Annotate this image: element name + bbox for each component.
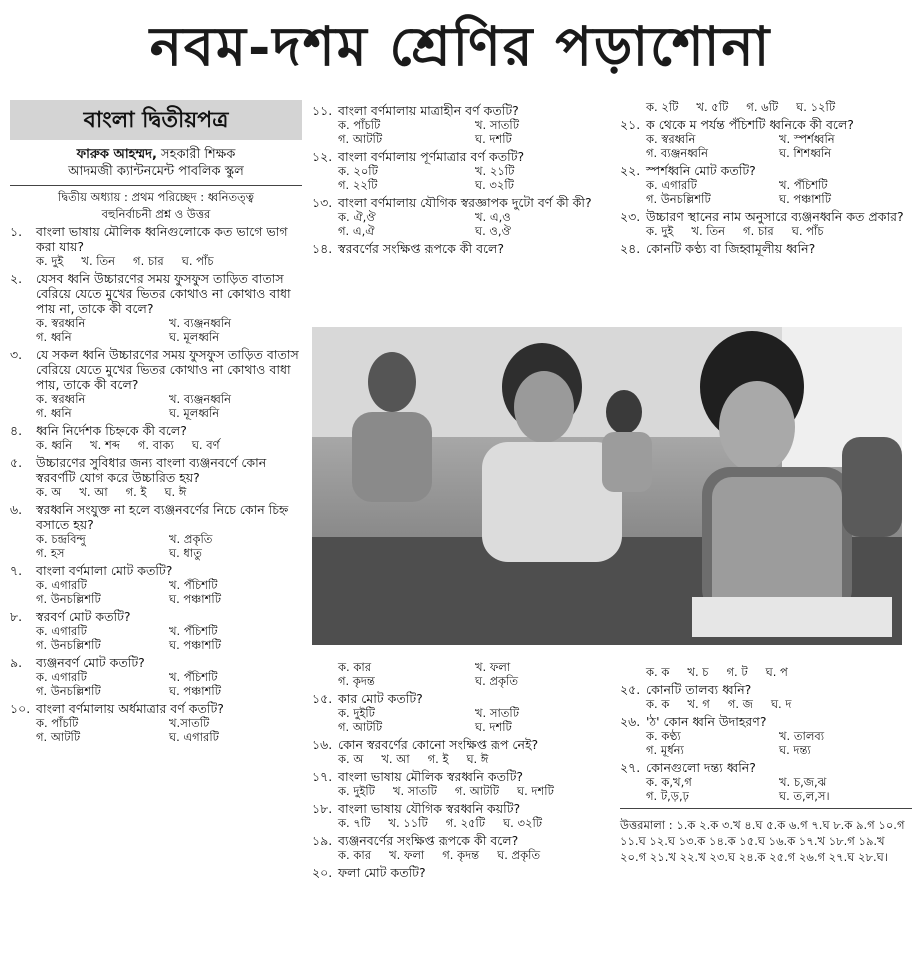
question <box>10 455 302 485</box>
answer-option: ঘ. এগারটি <box>169 730 219 744</box>
question-text: যে সকল ধ্বনি উচ্চারণের সময় ফুসফুস তাড়িত বাতাস বেরিয়ে যেতে মুখের ভিতর কোথাও না কোথাও বাধা পায়, তাকে কী বলে? <box>36 347 299 392</box>
question-number: ২৫. <box>620 682 641 697</box>
answer-option: ঘ. প্রকৃতি <box>497 848 541 862</box>
answer-option: ঘ. ঈ <box>164 485 187 499</box>
answer-option: ক. অ <box>36 485 62 499</box>
answer-option: গ. ট,ড়,ঢ় <box>646 789 689 803</box>
author-name: ফারুক আহম্মদ, <box>76 147 157 162</box>
question <box>10 701 302 716</box>
answer-option: খ. সাতটি <box>475 706 519 720</box>
question-text: স্পর্শধ্বনি মোট কতটি? <box>646 163 756 178</box>
answer-option: খ. ৫টি <box>696 100 729 114</box>
answer-options <box>312 752 612 766</box>
question <box>620 241 912 256</box>
answer-options <box>620 775 912 803</box>
answer-options <box>312 164 612 192</box>
answer-option: ঘ. ৩২টি <box>503 816 543 830</box>
chapter-title: দ্বিতীয় অধ্যায় : প্রথম পরিচ্ছেদ : ধ্বনিতত্ত্ব <box>58 190 254 204</box>
answer-option: ক. এগারটি <box>36 670 87 684</box>
answer-option: ক. এগারটি <box>36 578 87 592</box>
question-number: ১. <box>10 224 23 239</box>
answer-option: খ. ফলা <box>389 848 425 862</box>
answer-option: গ. ট <box>726 665 748 679</box>
question <box>10 609 302 624</box>
question-text: বাংলা বর্ণমালা মোট কতটি? <box>36 563 173 578</box>
answer-options <box>312 816 612 830</box>
question-number: ১৩. <box>312 195 333 210</box>
answer-option: ঘ. প <box>765 665 788 679</box>
answer-option: খ. চ <box>687 665 709 679</box>
answer-option: ক. এগারটি <box>36 624 87 638</box>
answer-option: খ. চ,জ,ঝ <box>779 775 827 789</box>
exam-hall-photo <box>312 327 902 645</box>
question <box>10 271 302 316</box>
answer-options <box>10 624 302 652</box>
question-list <box>312 103 612 256</box>
answer-option: খ. ২১টি <box>475 164 515 178</box>
answer-option: খ. পঁচিশটি <box>169 578 218 592</box>
answer-options <box>620 100 912 114</box>
answer-option: ক. এগারটি <box>646 178 697 192</box>
answer-options <box>312 660 612 688</box>
answer-option: ঘ. শিশধ্বনি <box>779 146 832 160</box>
answer-option: গ. উনচল্লিশটি <box>36 592 101 606</box>
answer-option: গ. কৃদন্ত <box>338 674 375 688</box>
question-number: ৫. <box>10 455 23 470</box>
answer-option: ঘ. মূলধ্বনি <box>169 330 220 344</box>
answer-option: গ. আটটি <box>338 720 383 734</box>
question-text: কোনটি কণ্ঠ্য বা জিহ্বামূলীয় ধ্বনি? <box>646 241 816 256</box>
answer-options <box>312 210 612 238</box>
answer-option: খ. সাতটি <box>392 784 437 798</box>
answer-option: ঘ. পঞ্চাশটি <box>169 684 221 698</box>
answer-option: খ.সাতটি <box>169 716 210 730</box>
answer-option: ঘ. ও,ঔ <box>475 224 511 238</box>
answer-option: ক. দুইটি <box>338 706 375 720</box>
answer-option: ক. কণ্ঠ্য <box>646 729 681 743</box>
question <box>10 347 302 392</box>
question-number: ২১. <box>620 117 641 132</box>
question <box>620 682 912 697</box>
question <box>312 103 612 118</box>
answer-option: ঘ. পাঁচ <box>791 224 824 238</box>
answer-option: ক. দুই <box>646 224 674 238</box>
question-text: স্বরবর্ণ মোট কতটি? <box>36 609 131 624</box>
answer-option: ক. স্বরধ্বনি <box>646 132 696 146</box>
answer-options <box>312 784 612 798</box>
answer-options <box>10 670 302 698</box>
answer-options <box>620 178 912 206</box>
question <box>10 563 302 578</box>
answer-options <box>620 665 912 679</box>
answer-option: ঘ. মূলধ্বনি <box>169 406 220 420</box>
answer-options <box>10 392 302 420</box>
question-text: কোনটি তালব্য ধ্বনি? <box>646 682 752 697</box>
question-text: যেসব ধ্বনি উচ্চারণের সময় ফুসফুস তাড়িত বাতাস বেরিয়ে যেতে মুখের ভিতর কোথাও না কোথাও বাধা পায় না, তাকে কী বলে? <box>36 271 291 316</box>
answer-options <box>620 697 912 711</box>
question-text: ব্যঞ্জনবর্ণের সংক্ষিপ্ত রূপকে কী বলে? <box>338 833 519 848</box>
answer-option: ক. অ <box>338 752 364 766</box>
answer-option: ক. ৭টি <box>338 816 371 830</box>
question-list <box>312 660 612 880</box>
question <box>10 655 302 670</box>
answer-option: গ. চার <box>133 254 164 268</box>
subject-heading: বাংলা দ্বিতীয়পত্র <box>10 100 302 140</box>
page-title: নবম-দশম শ্রেণির পড়াশোনা <box>149 14 772 78</box>
answer-option: ঘ. দশটি <box>475 132 512 146</box>
question-text: কোন স্বরবর্ণের কোনো সংক্ষিপ্ত রূপ নেই? <box>338 737 539 752</box>
answer-options <box>10 716 302 744</box>
question <box>312 801 612 816</box>
answer-option: ক. ২০টি <box>338 164 378 178</box>
question-number: ২৬. <box>620 714 641 729</box>
answer-option: ঘ. ঈ <box>466 752 489 766</box>
question-number: ২৪. <box>620 241 641 256</box>
answer-option: খ. তালব্য <box>779 729 825 743</box>
answer-option: খ. ব্যঞ্জনধ্বনি <box>169 392 232 406</box>
answer-option: ক. ২টি <box>646 100 679 114</box>
answer-option: ঘ. পাঁচ <box>181 254 214 268</box>
answer-option: ঘ. ৩২টি <box>475 178 514 192</box>
answer-option: খ. এ,ও <box>475 210 511 224</box>
question-number: ১৪. <box>312 241 333 256</box>
answer-options <box>312 706 612 734</box>
answer-option: গ. ৬টি <box>746 100 779 114</box>
answer-option: খ. ১১টি <box>388 816 428 830</box>
answer-option: ঘ. বর্ণ <box>191 438 220 452</box>
answer-option: ক. ক <box>646 665 670 679</box>
question-number: ৮. <box>10 609 23 624</box>
divider <box>10 185 302 186</box>
answer-option: গ. ই <box>427 752 449 766</box>
question-number: ২৩. <box>620 209 641 224</box>
column-3 <box>620 100 912 325</box>
answer-option: গ. উনচল্লিশটি <box>646 192 711 206</box>
question-list <box>620 665 912 803</box>
question-number: ১২. <box>312 149 333 164</box>
author-role: সহকারী শিক্ষক <box>161 147 236 162</box>
question <box>620 163 912 178</box>
answer-option: ক. ক,খ,গ <box>646 775 692 789</box>
question-text: বাংলা ভাষায় মৌলিক স্বরধ্বনি কতটি? <box>338 769 524 784</box>
answer-option: ঘ. পঞ্চাশটি <box>169 638 221 652</box>
question <box>312 149 612 164</box>
answer-options <box>10 578 302 606</box>
answer-option: গ. এ,ঐ <box>338 224 375 238</box>
answer-option: ক. পাঁচটি <box>338 118 381 132</box>
answer-options <box>620 224 912 238</box>
answer-option: গ. ই <box>125 485 147 499</box>
answer-option: ক. দুইটি <box>338 784 375 798</box>
question-number: ২২. <box>620 163 641 178</box>
answer-options <box>312 848 612 862</box>
question <box>312 241 612 256</box>
answer-option: ঘ. দশটি <box>475 720 512 734</box>
answer-option: খ. পঁচিশটি <box>169 670 218 684</box>
question-number: ২০. <box>312 865 333 880</box>
question-number: ১০. <box>10 701 31 716</box>
answer-option: খ. তিন <box>691 224 726 238</box>
answer-options <box>312 118 612 146</box>
question-text: ব্যঞ্জনবর্ণ মোট কতটি? <box>36 655 145 670</box>
question-text: বাংলা বর্ণমালায় পূর্ণমাত্রার বর্ণ কতটি? <box>338 149 525 164</box>
answer-option: খ. ব্যঞ্জনধ্বনি <box>169 316 232 330</box>
answer-option: গ. জ <box>727 697 753 711</box>
answer-option: খ. সাতটি <box>475 118 519 132</box>
answer-option: ক. ধ্বনি <box>36 438 73 452</box>
question-text: ক থেকে ম পর্যন্ত পঁচিশটি ধ্বনিকে কী বলে? <box>646 117 854 132</box>
answer-option: গ. ব্যঞ্জনধ্বনি <box>646 146 709 160</box>
question-text: বাংলা বর্ণমালায় অর্ধমাত্রার বর্ণ কতটি? <box>36 701 224 716</box>
question <box>312 737 612 752</box>
answer-option: ক. দুই <box>36 254 64 268</box>
question <box>620 117 912 132</box>
answer-option: খ. গ <box>687 697 710 711</box>
question-text: উচ্চারণের সুবিধার জন্য বাংলা ব্যঞ্জনবর্ণে কোন স্বরবর্ণটি যোগ করে উচ্চারিত হয়? <box>36 455 267 485</box>
question-text: কার মোট কতটি? <box>338 691 423 706</box>
question-number: ৬. <box>10 502 23 517</box>
answer-option: ক. স্বরধ্বনি <box>36 392 86 406</box>
answer-option: খ. পঁচিশটি <box>169 624 218 638</box>
answer-option: গ. ধ্বনি <box>36 330 72 344</box>
answer-option: গ. উনচল্লিশটি <box>36 684 101 698</box>
question <box>620 760 912 775</box>
column-2 <box>312 100 612 325</box>
question-text: ফলা মোট কতটি? <box>338 865 426 880</box>
question-text: স্বরবর্ণের সংক্ষিপ্ত রূপকে কী বলে? <box>338 241 505 256</box>
answer-option: গ. মূর্ধন্য <box>646 743 684 757</box>
photo-illustration <box>312 327 902 645</box>
answer-option: গ. আটটি <box>36 730 81 744</box>
answer-option: খ. আ <box>381 752 410 766</box>
question-number: ৯. <box>10 655 23 670</box>
question <box>312 195 612 210</box>
answer-option: ঘ. দশটি <box>517 784 554 798</box>
question-text: উচ্চারণ স্থানের নাম অনুসারে ব্যঞ্জনধ্বনি কত প্রকার? <box>646 209 904 224</box>
school-name: আদমজী ক্যান্টনমেন্ট পাবলিক স্কুল <box>68 164 244 179</box>
question-number: ২. <box>10 271 23 286</box>
question-number: ১১. <box>312 103 333 118</box>
question-number: ৭. <box>10 563 23 578</box>
answer-options <box>10 485 302 499</box>
answer-option: খ. পঁচিশটি <box>779 178 828 192</box>
answer-option: গ. ২২টি <box>338 178 378 192</box>
answer-option: ঘ. পঞ্চাশটি <box>169 592 221 606</box>
question <box>312 833 612 848</box>
question-text: স্বরধ্বনি সংযুক্ত না হলে ব্যঞ্জনবর্ণের নিচে কোন চিহ্ন বসাতে হয়? <box>36 502 289 532</box>
answer-option: ঘ. দন্ত্য <box>779 743 811 757</box>
question <box>312 769 612 784</box>
answer-option: গ. ধ্বনি <box>36 406 72 420</box>
question <box>312 865 612 880</box>
answer-option: ঘ. পঞ্চাশটি <box>779 192 831 206</box>
answer-option: খ. আ <box>79 485 108 499</box>
question-list <box>620 100 912 256</box>
answer-option: খ. তিন <box>81 254 116 268</box>
divider <box>620 808 912 809</box>
question <box>10 502 302 532</box>
answer-options <box>620 132 912 160</box>
answer-option: ঘ. ধাতু <box>169 546 202 560</box>
answer-option: ক. ঐ,ঔ <box>338 210 376 224</box>
question-number: ১৬. <box>312 737 333 752</box>
question-number: ১৮. <box>312 801 333 816</box>
answer-option: খ. প্রকৃতি <box>169 532 213 546</box>
answer-option: ক. পাঁচটি <box>36 716 79 730</box>
question-number: ১৫. <box>312 691 333 706</box>
column-1 <box>10 100 302 940</box>
question-text: কোনগুলো দন্ত্য ধ্বনি? <box>646 760 756 775</box>
question-text: 'ঠ' কোন ধ্বনি উদাহরণ? <box>646 714 767 729</box>
answer-options <box>10 316 302 344</box>
answer-option: গ. আটটি <box>454 784 500 798</box>
question-number: ২৭. <box>620 760 641 775</box>
answer-option: খ. শব্দ <box>90 438 120 452</box>
answer-option: গ. বাক্য <box>137 438 174 452</box>
question-text: বাংলা বর্ণমালায় মাত্রাহীন বর্ণ কতটি? <box>338 103 519 118</box>
answer-option: গ. ২৫টি <box>445 816 486 830</box>
question-text: বাংলা ভাষায় যৌগিক স্বরধ্বনি কয়টি? <box>338 801 521 816</box>
answer-options <box>10 438 302 452</box>
question-text: বাংলা ভাষায় মৌলিক ধ্বনিগুলোকে কত ভাগে ভাগ করা যায়? <box>36 224 288 254</box>
question <box>620 209 912 224</box>
answer-option: ঘ. দ <box>770 697 792 711</box>
question-number: ১৭. <box>312 769 333 784</box>
answer-option: খ. স্পর্শধ্বনি <box>779 132 835 146</box>
answer-option: গ. হস <box>36 546 65 560</box>
question <box>10 423 302 438</box>
question-number: ৪. <box>10 423 23 438</box>
question <box>10 224 302 254</box>
column-3-lower <box>620 665 912 945</box>
answer-option: ক. স্বরধ্বনি <box>36 316 86 330</box>
author-line <box>10 146 302 163</box>
answer-option: গ. চার <box>743 224 774 238</box>
section-title: বহুনির্বাচনী প্রশ্ন ও উত্তর <box>101 207 211 221</box>
answer-option: ক. কার <box>338 848 372 862</box>
question <box>620 714 912 729</box>
answer-options <box>620 729 912 757</box>
answer-options <box>10 254 302 268</box>
answer-key: উত্তরমালা : ১.ক ২.ক ৩.খ ৪.ঘ ৫.ক ৬.গ ৭.ঘ ৮.ক ৯.গ ১০.গ ১১.ঘ ১২.ঘ ১৩.ক ১৪.ক ১৫.ঘ ১৬.ক ১৭.খ ১৮.গ ১৯.খ ২০.গ ২১.খ ২২.খ ২৩.ঘ ২৪.ক ২৫.গ ২৬.গ ২৭.ঘ ২৮.ঘ। <box>620 818 905 864</box>
question-number: ১৯. <box>312 833 333 848</box>
answer-option: খ. ফলা <box>475 660 511 674</box>
question-number: ৩. <box>10 347 23 362</box>
answer-option: গ. উনচল্লিশটি <box>36 638 101 652</box>
question <box>312 691 612 706</box>
answer-options <box>10 532 302 560</box>
question-text: ধ্বনি নির্দেশক চিহ্নকে কী বলে? <box>36 423 187 438</box>
column-2-lower <box>312 660 612 945</box>
question-list <box>10 224 302 744</box>
answer-option: ঘ. ত,ল,স। <box>779 789 830 803</box>
answer-option: ঘ. ১২টি <box>796 100 836 114</box>
answer-option: ক. কার <box>338 660 372 674</box>
answer-option: ঘ. প্রকৃতি <box>475 674 518 688</box>
answer-option: গ. আটটি <box>338 132 383 146</box>
masthead <box>0 0 921 92</box>
question-text: বাংলা বর্ণমালায় যৌগিক স্বরজ্ঞাপক দুটো বর্ণ কী কী? <box>338 195 592 210</box>
answer-option: গ. কৃদন্ত <box>442 848 480 862</box>
answer-option: ক. চন্দ্রবিন্দু <box>36 532 86 546</box>
answer-option: ক. ক <box>646 697 670 711</box>
